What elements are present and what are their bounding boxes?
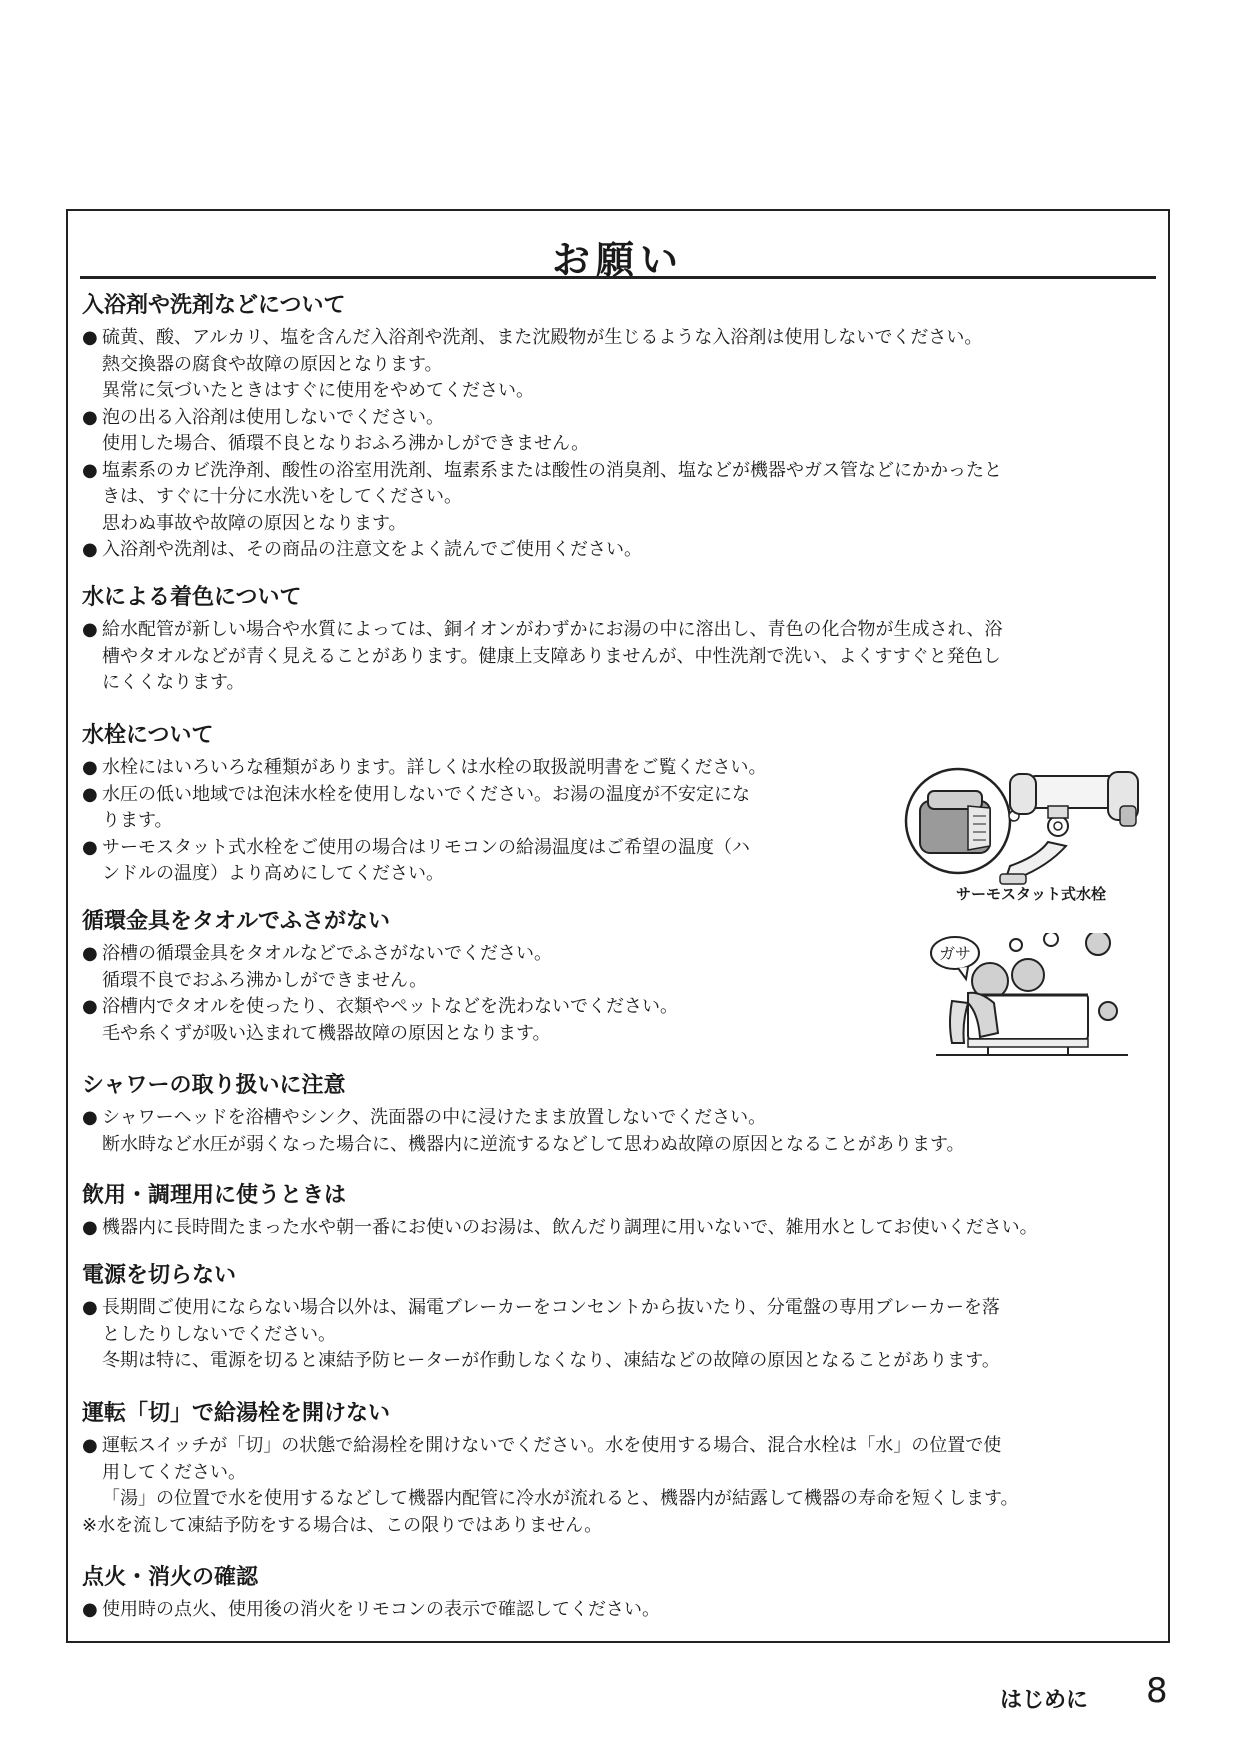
notice-box	[66, 209, 1170, 1643]
item-line: としたりしないでください。	[102, 1323, 336, 1345]
item-line: 塩素系のカビ洗浄剤、酸性の浴室用洗剤、塩素系または酸性の消臭剤、塩などが機器やガス管などにかかったと	[102, 459, 1002, 481]
item-line: 槽やタオルなどが青く見えることがあります。健康上支障ありませんが、中性洗剤で洗い、よくすすぐと発色し	[102, 645, 1001, 667]
item-line: 熱交換器の腐食や故障の原因となります。	[102, 353, 443, 375]
item-line: 泡の出る入浴剤は使用しないでください。	[102, 406, 444, 428]
page-number: 8	[1146, 1671, 1168, 1711]
item-line: きは、すぐに十分に水洗いをしてください。	[102, 486, 462, 507]
list-item	[82, 537, 1154, 564]
section-note: ※水を流して凍結予防をする場合は、この限りではありません。	[82, 1514, 603, 1536]
item-line: ります。	[102, 810, 173, 831]
section-hot-tap-off	[82, 1399, 1154, 1539]
list-item	[82, 325, 1154, 405]
item-line: 使用した場合、循環不良となりおふろ沸かしができません。	[102, 433, 590, 454]
list-item	[82, 1215, 1154, 1242]
bullet: ●	[82, 1435, 98, 1456]
section-heading: シャワーの取り扱いに注意	[82, 1073, 346, 1098]
bubble-text: ガサ	[938, 944, 972, 963]
item-line: 給水配管が新しい場合や水質によっては、銅イオンがわずかにお湯の中に溶出し、青色の化合物が生成され、浴	[102, 619, 1003, 640]
bullet: ●	[82, 619, 98, 640]
bullet: ●	[82, 459, 98, 481]
item-line: にくくなります。	[102, 672, 245, 693]
item-line: 入浴剤や洗剤は、その商品の注意文をよく読んでご使用ください。	[102, 539, 642, 560]
list-item	[82, 1433, 1154, 1513]
section-water-coloring	[82, 583, 1154, 697]
list-item	[82, 458, 1154, 538]
item-line: 毛や糸くずが吸い込まれて機器故障の原因となります。	[102, 1022, 551, 1044]
item-line: 用してください。	[102, 1461, 246, 1483]
item-line: 浴槽の循環金具をタオルなどでふさがないでください。	[102, 943, 552, 964]
section-heading: 飲用・調理用に使うときは	[82, 1183, 347, 1208]
section-ignition-check	[82, 1563, 1154, 1624]
section-heading: 水栓について	[82, 723, 214, 748]
section-bath-additives	[82, 291, 1154, 564]
section-power	[82, 1261, 1154, 1375]
title-divider	[80, 276, 1156, 279]
item-line: 使用時の点火、使用後の消火をリモコンの表示で確認してください。	[102, 1599, 660, 1620]
bullet: ●	[82, 1297, 98, 1318]
item-line: 長期間ご使用にならない場合以外は、漏電ブレーカーをコンセントから抜いたり、分電盤の専用ブレーカーを落	[102, 1297, 1000, 1318]
section-drinking-cooking	[82, 1181, 1154, 1242]
item-line: サーモスタット式水栓をご使用の場合はリモコンの給湯温度はご希望の温度（ハ	[102, 836, 750, 858]
bullet: ●	[82, 943, 98, 964]
item-line: 思わぬ事故や故障の原因となります。	[102, 512, 407, 534]
bullet: ●	[82, 1107, 98, 1128]
item-line: 水圧の低い地域では泡沫水栓を使用しないでください。お湯の温度が不安定にな	[102, 783, 750, 805]
bullet: ●	[82, 406, 98, 428]
item-line: 浴槽内でタオルを使ったり、衣類やペットなどを洗わないでください。	[102, 996, 678, 1017]
page-title: お願い	[551, 238, 684, 282]
item-line: 冬期は特に、電源を切ると凍結予防ヒーターが作動しなくなり、凍結などの故障の原因となることがあります。	[102, 1350, 1000, 1371]
section-shower-handling	[82, 1071, 1154, 1158]
item-line: 断水時など水圧が弱くなった場合に、機器内に逆流するなどして思わぬ故障の原因となることがあります。	[102, 1133, 965, 1155]
item-line: 循環不良でおふろ沸かしができません。	[102, 969, 428, 991]
section-heading: 点火・消火の確認	[82, 1565, 259, 1590]
bullet: ●	[82, 539, 98, 560]
item-line: 異常に気づいたときはすぐに使用をやめてください。	[102, 380, 534, 401]
item-line: 運転スイッチが「切」の状態で給湯栓を開けないでください。水を使用する場合、混合水栓は「水」の位置で使	[102, 1435, 1002, 1456]
item-line: 「湯」の位置で水を使用するなどして機器内配管に冷水が流れると、機器内が結露して機器の寿命を短くします。	[102, 1488, 1019, 1509]
section-heading: 循環金具をタオルでふさがない	[82, 909, 391, 934]
bullet: ●	[82, 836, 98, 858]
bullet: ●	[82, 1599, 98, 1620]
bullet: ●	[82, 327, 98, 348]
chapter-label: はじめに	[1000, 1688, 1089, 1713]
item-line: 機器内に長時間たまった水や朝一番にお使いのお湯は、飲んだり調理に用いないで、雑用水としてお使いください。	[102, 1217, 1038, 1238]
list-item	[82, 1105, 1154, 1158]
list-item	[82, 1597, 1154, 1624]
bullet: ●	[82, 783, 98, 805]
section-heading: 水による着色について	[82, 585, 302, 610]
section-heading: 入浴剤や洗剤などについて	[82, 293, 346, 318]
item-line: 硫黄、酸、アルカリ、塩を含んだ入浴剤や洗剤、また沈殿物が生じるような入浴剤は使用しないでください。	[102, 327, 983, 348]
bathtub-towel-illustration	[928, 933, 1128, 1063]
list-item	[82, 405, 1154, 458]
bullet: ●	[82, 996, 98, 1017]
bullet: ●	[82, 1217, 98, 1238]
item-line: 水栓にはいろいろな種類があります。詳しくは水栓の取扱説明書をご覧ください。	[102, 757, 767, 778]
list-item	[82, 617, 1154, 697]
section-heading: 運転「切」で給湯栓を開けない	[82, 1401, 391, 1426]
bullet: ●	[82, 757, 98, 778]
list-item	[82, 1295, 1154, 1375]
item-line: ンドルの温度）より高めにしてください。	[102, 863, 444, 884]
faucet-caption: サーモスタット式水栓	[956, 885, 1107, 903]
item-line: シャワーヘッドを浴槽やシンク、洗面器の中に浸けたまま放置しないでください。	[102, 1107, 767, 1128]
section-heading: 電源を切らない	[82, 1263, 237, 1288]
